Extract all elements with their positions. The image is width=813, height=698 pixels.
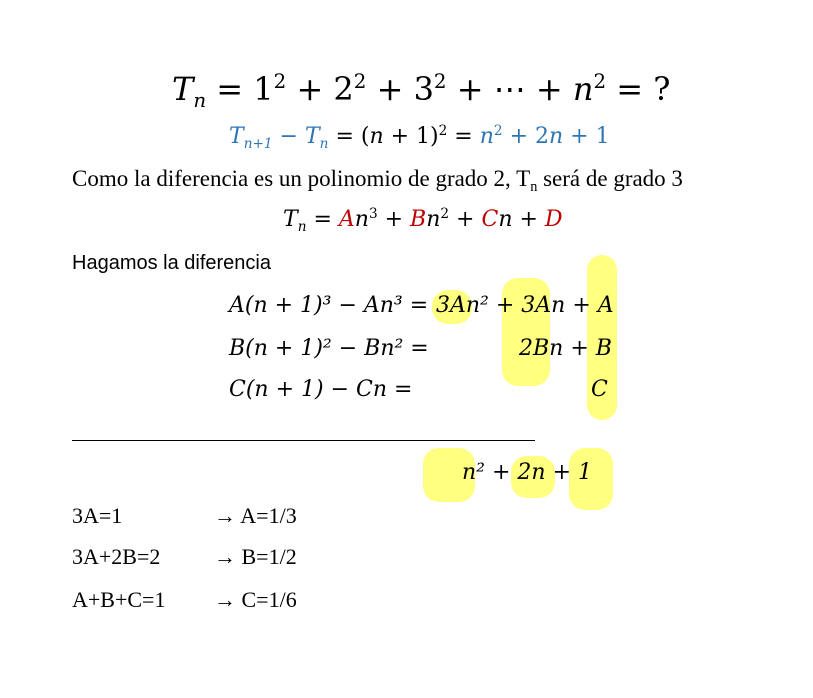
row-c-lhs: C(n + 1) − Cn = xyxy=(229,377,413,402)
difference-equation: $T_{n+1} - T_n = (n + 1)^2 = n^2 + 2n + 1$ xyxy=(229,122,610,152)
solution-equation: 3A+2B=2 xyxy=(72,544,161,569)
row-a-lhs: A(n + 1)³ − An³ = xyxy=(229,293,429,318)
title-equation: $T_n = 1^2 + 2^2 + 3^2$ + ⋯ + $n^2$ = ? xyxy=(172,69,671,112)
polynomial-equation: $T_n = An^3 + Bn^2 + Cn + D$ xyxy=(283,205,563,235)
arrow-icon: → xyxy=(214,587,236,612)
solution-result: → C=1/6 xyxy=(214,587,297,612)
explanation-sentence: Como la diferencia es un polinomio de grado 2, $T_n$ será de grado 3 xyxy=(72,166,683,195)
solution-result: → A=1/3 xyxy=(214,503,297,528)
row-c-rhs: C xyxy=(591,377,608,402)
row-a-rhs: 3An² + 3An + A xyxy=(436,293,614,318)
arrow-icon: → xyxy=(214,503,236,528)
solution-result: → B=1/2 xyxy=(214,544,297,569)
solution-row xyxy=(72,587,165,613)
sum-result: n² + 2n + 1 xyxy=(462,460,592,485)
sum-divider xyxy=(72,440,535,441)
arrow-icon: → xyxy=(214,544,236,569)
row-b-lhs: B(n + 1)² − Bn² = xyxy=(229,336,429,361)
section-heading: Hagamos la diferencia xyxy=(72,252,271,274)
solution-equation: A+B+C=1 xyxy=(72,587,166,612)
solution-row xyxy=(72,544,160,570)
solution-equation: 3A=1 xyxy=(72,503,123,528)
solution-row xyxy=(72,503,122,529)
row-b-rhs: 2Bn + B xyxy=(519,336,612,361)
